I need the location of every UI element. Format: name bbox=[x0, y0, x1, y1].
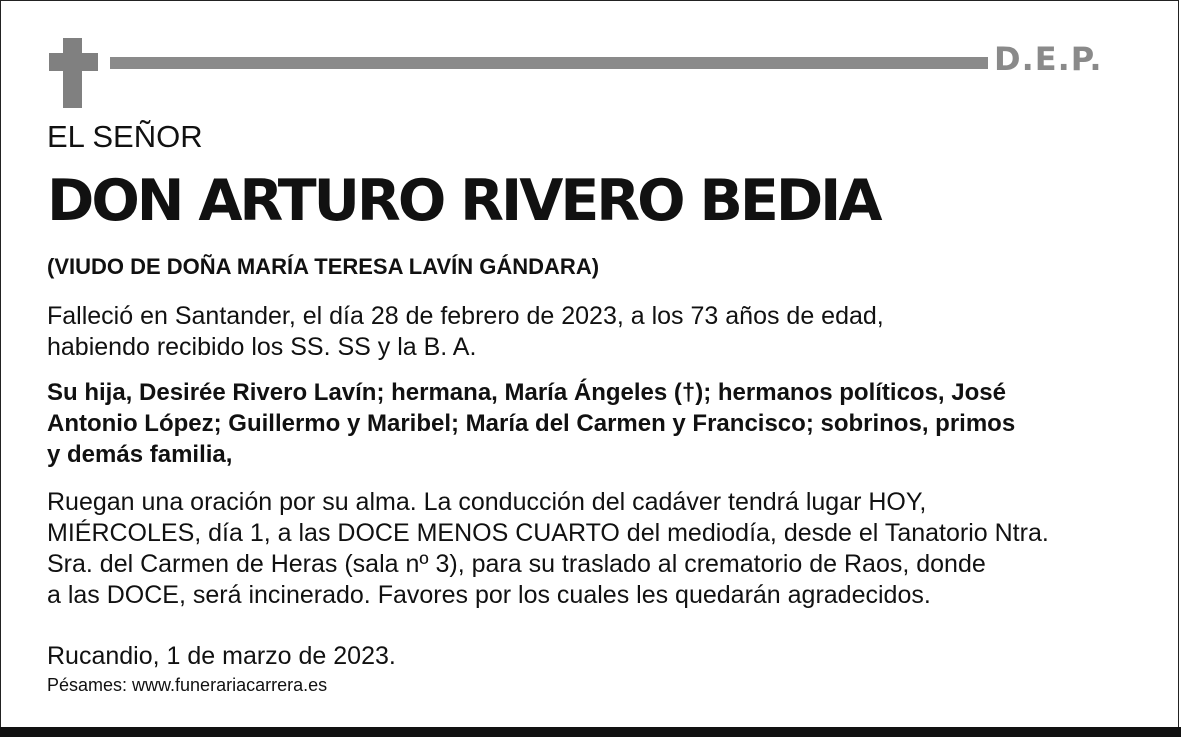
deceased-name: DON ARTURO RIVERO BEDIA bbox=[47, 168, 880, 234]
service-line: Ruegan una oración por su alma. La conducción del cadáver tendrá lugar HOY, bbox=[47, 488, 927, 516]
header-rule bbox=[110, 57, 988, 69]
condolences-link[interactable]: Pésames: www.funerariacarrera.es bbox=[47, 675, 328, 695]
death-line: habiendo recibido los SS. SS y la B. A. bbox=[47, 333, 477, 361]
death-paragraph bbox=[47, 301, 1137, 363]
cross-icon-arm bbox=[49, 53, 98, 71]
dep-label: D.E.P. bbox=[994, 40, 1103, 78]
family-line: y demás familia, bbox=[47, 441, 233, 468]
death-line: Falleció en Santander, el día 28 de febrero de 2023, a los 73 años de edad, bbox=[47, 302, 884, 330]
place-date: Rucandio, 1 de marzo de 2023. bbox=[47, 642, 396, 670]
bottom-rule bbox=[0, 727, 1181, 737]
family-line: Su hija, Desirée Rivero Lavín; hermana, María Ángeles (†); hermanos políticos, José bbox=[47, 379, 1006, 406]
service-line: Sra. del Carmen de Heras (sala nº 3), para su traslado al crematorio de Raos, donde bbox=[47, 550, 986, 578]
service-paragraph bbox=[47, 487, 1137, 611]
family-line: Antonio López; Guillermo y Maribel; María del Carmen y Francisco; sobrinos, primos bbox=[47, 410, 1016, 437]
cross-icon bbox=[63, 38, 82, 108]
family-paragraph bbox=[47, 377, 1137, 470]
honorific: EL SEÑOR bbox=[47, 119, 203, 154]
service-line: a las DOCE, será incinerado. Favores por los cuales les quedarán agradecidos. bbox=[47, 581, 931, 609]
widow-of-line: (VIUDO DE DOÑA MARÍA TERESA LAVÍN GÁNDARA) bbox=[47, 254, 600, 279]
service-line: MIÉRCOLES, día 1, a las DOCE MENOS CUARTO del mediodía, desde el Tanatorio Ntra. bbox=[47, 519, 1049, 547]
